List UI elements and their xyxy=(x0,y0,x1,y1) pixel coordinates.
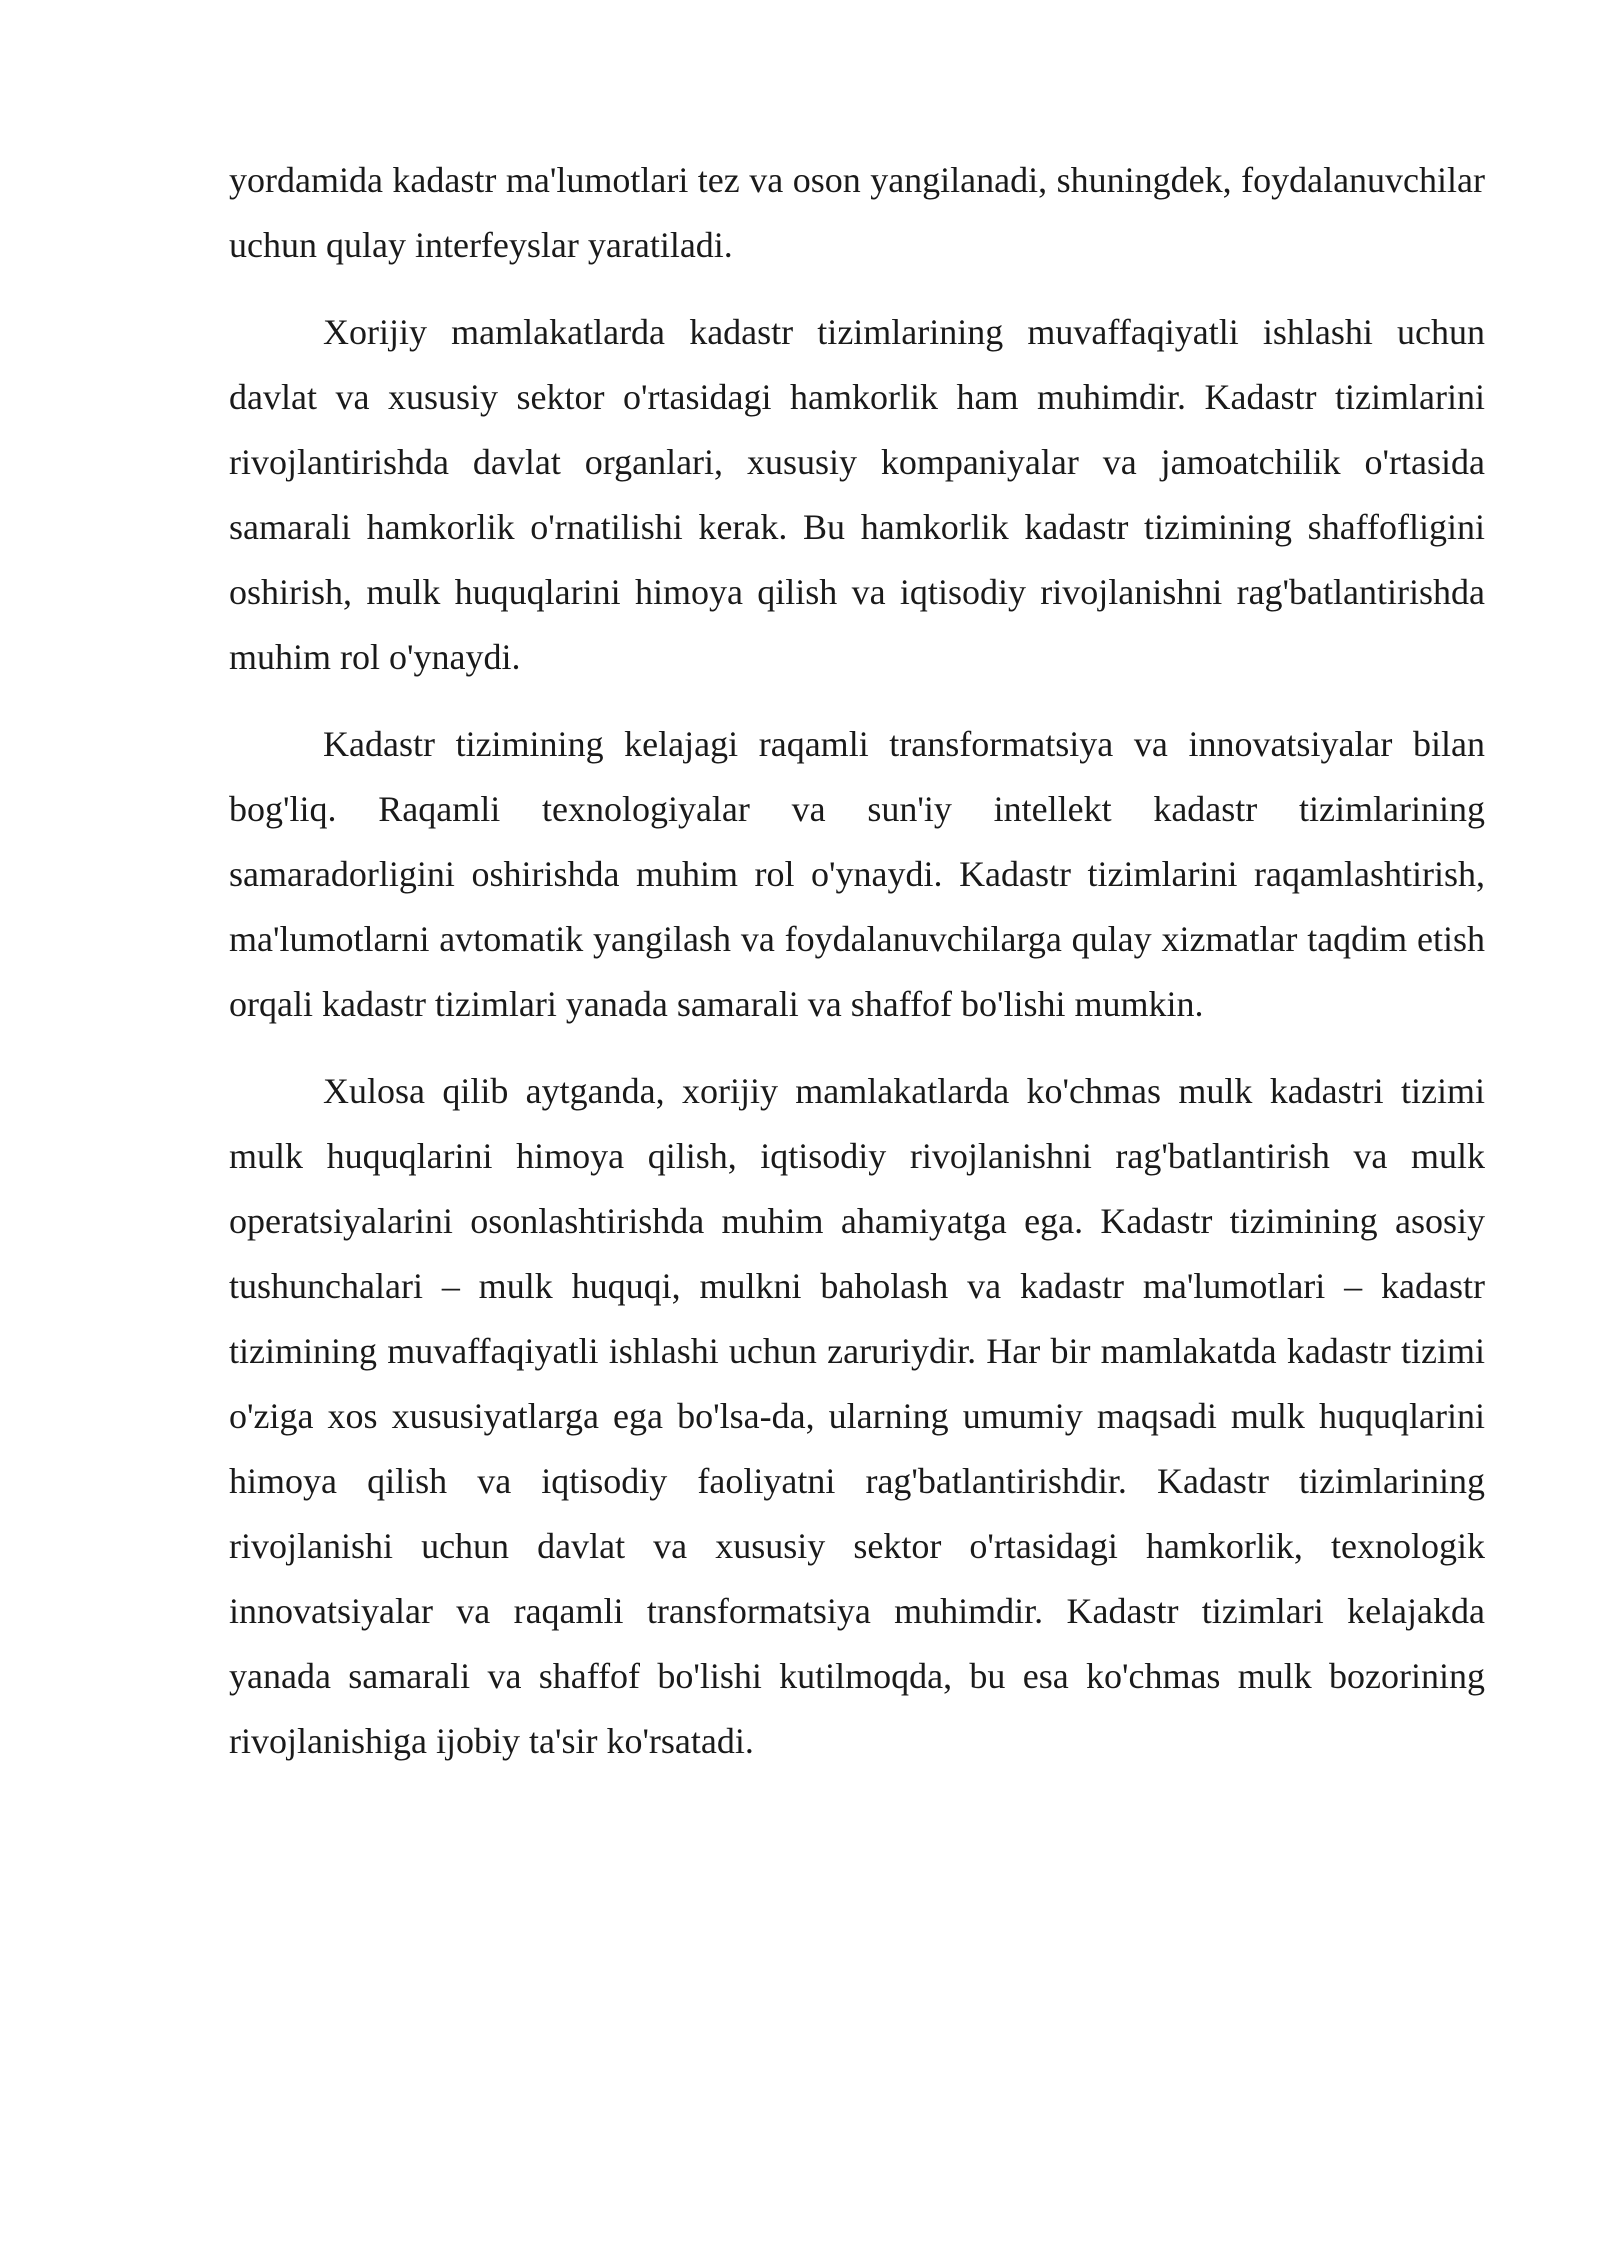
paragraph-conclusion: Xulosa qilib aytganda, xorijiy mamlakatlarda ko'chmas mulk kadastri tizimi mulk huquqlarini himoya qilish, iqtisodiy rivojlanishni rag'batlantirish va mulk operatsiyalarini osonlashtirishda muhim ahamiyatga ega. Kadastr tizimining asosiy tushunchalari – mulk huquqi, mulkni baholash va kadastr ma'lumotlari – kadastr tizimining muvaffaqiyatli ishlashi uchun zaruriydir. Har bir mamlakatda kadastr tizimi o'ziga xos xususiyatlarga ega bo'lsa-da, ularning umumiy maqsadi mulk huquqlarini himoya qilish va iqtisodiy faoliyatni rag'batlantirishdir. Kadastr tizimlarining rivojlanishi uchun davlat va xususiy sektor o'rtasidagi hamkorlik, texnologik innovatsiyalar va raqamli transformatsiya muhimdir. Kadastr tizimlari kelajakda yanada samarali va shaffof bo'lishi kutilmoqda, bu esa ko'chmas mulk bozorining rivojlanishiga ijobiy ta'sir ko'rsatadi. xyxy=(229,1071,1485,1761)
paragraph-continuation: yordamida kadastr ma'lumotlari tez va oson yangilanadi, shuningdek, foydalanuvchilar uchun qulay interfeyslar yaratiladi. xyxy=(229,160,1485,265)
paragraph-collaboration: Xorijiy mamlakatlarda kadastr tizimlarining muvaffaqiyatli ishlashi uchun davlat va xususiy sektor o'rtasidagi hamkorlik ham muhimdir. Kadastr tizimlarini rivojlantirishda davlat organlari, xususiy kompaniyalar va jamoatchilik o'rtasida samarali hamkorlik o'rnatilishi kerak. Bu hamkorlik kadastr tizimining shaffofligini oshirish, mulk huquqlarini himoya qilish va iqtisodiy rivojlanishni rag'batlantirishda muhim rol o'ynaydi. xyxy=(229,312,1485,677)
document-body xyxy=(229,148,1485,1796)
paragraph-digital-future: Kadastr tizimining kelajagi raqamli transformatsiya va innovatsiyalar bilan bog'liq. Raqamli texnologiyalar va sun'iy intellekt kadastr tizimlarining samaradorligini oshirishda muhim rol o'ynaydi. Kadastr tizimlarini raqamlashtirish, ma'lumotlarni avtomatik yangilash va foydalanuvchilarga qulay xizmatlar taqdim etish orqali kadastr tizimlari yanada samarali va shaffof bo'lishi mumkin. xyxy=(229,724,1485,1024)
